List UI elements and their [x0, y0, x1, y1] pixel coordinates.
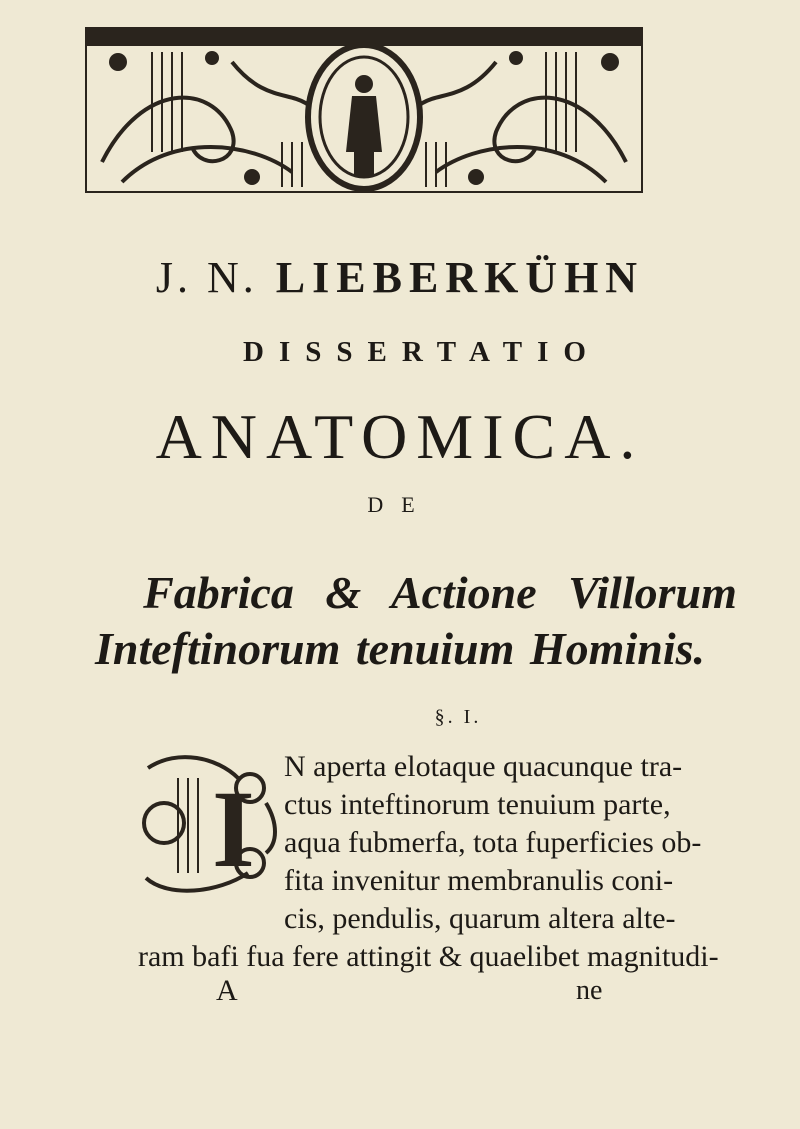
signature-mark: A	[216, 974, 238, 1007]
body-line-6: ram bafi fua fere attingit & quaelibet magnitudi-	[138, 940, 719, 973]
author-surname: LIEBERKÜHN	[275, 253, 645, 302]
section-label: §. I.	[434, 706, 482, 728]
body-line-5: cis, pendulis, quarum altera alte-	[284, 902, 676, 935]
body-line-4: fita invenitur membranulis coni-	[284, 864, 674, 897]
subtitle-line-2: Inteftinorum tenuium Hominis.	[94, 623, 706, 674]
title-dissertatio: DISSERTATIO	[243, 336, 601, 368]
author-name	[0, 252, 800, 303]
subtitle-line-1: Fabrica & Actione Villorum	[143, 567, 737, 618]
body-line-3: aqua fubmerfa, tota fuperficies ob-	[284, 826, 702, 859]
headpiece-ornament-icon	[82, 22, 646, 200]
body-line-2: ctus inteftinorum tenuium parte,	[284, 788, 671, 821]
body-line-1: N aperta elotaque quacunque tra-	[284, 750, 683, 783]
initial-letter-ornament-icon	[138, 748, 280, 898]
initial-letter: I	[212, 768, 255, 890]
catchword: ne	[576, 975, 603, 1006]
title-de: DE	[367, 492, 433, 517]
title-anatomica: ANATOMICA.	[155, 401, 645, 472]
author-initials: J. N.	[155, 253, 258, 302]
